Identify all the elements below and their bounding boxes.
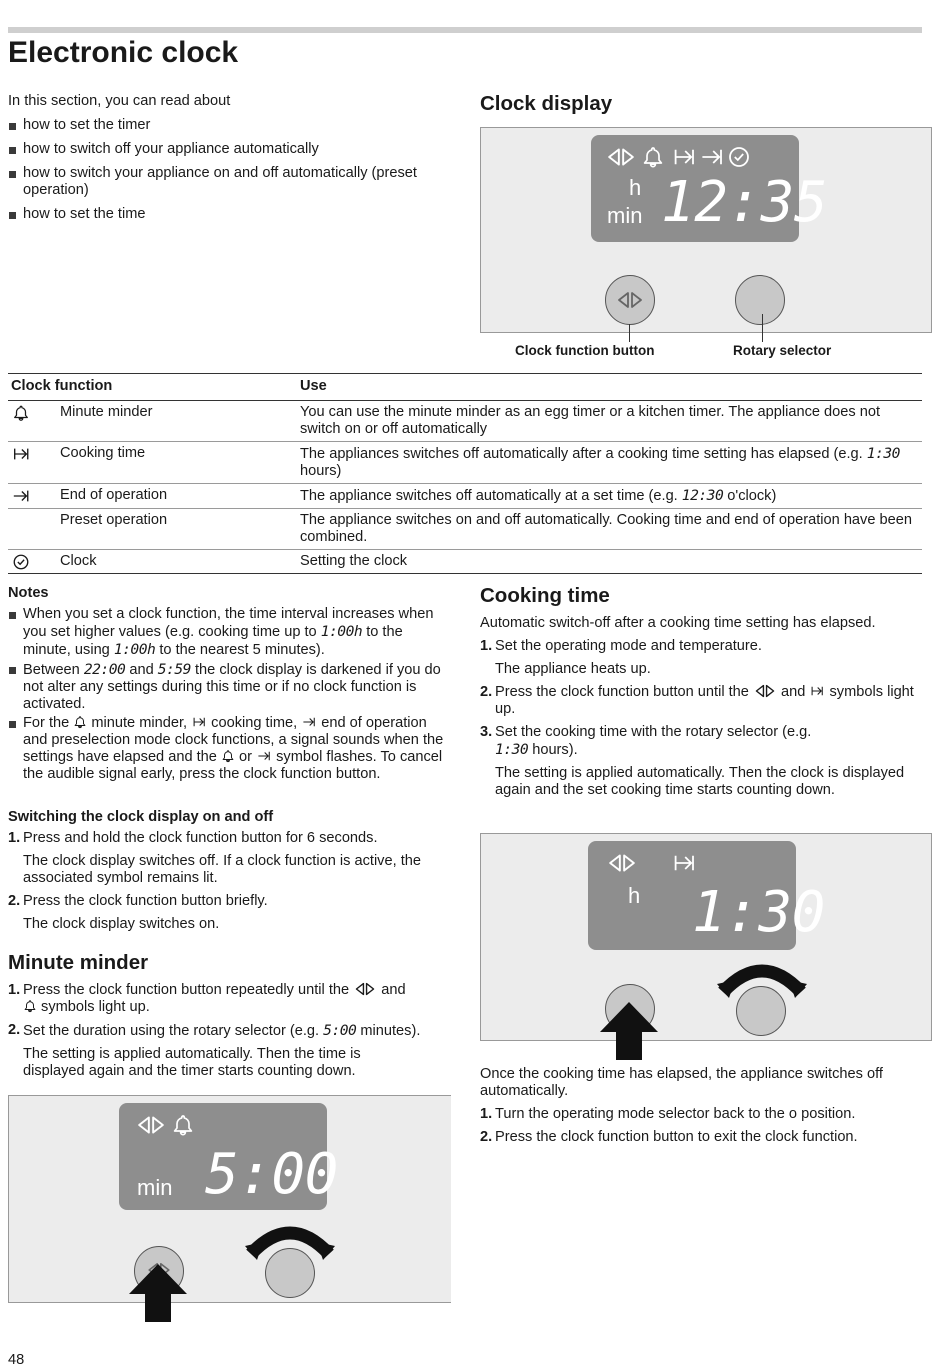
function-name: End of operation <box>60 487 168 503</box>
step-2: 2. Press the clock function button until the and symbols light up. <box>480 684 914 717</box>
step-2: 2. Set the duration using the rotary selector (e.g. 5:00 minutes). <box>8 1022 421 1039</box>
top-rule <box>8 27 922 33</box>
list-item: When you set a clock function, the time interval increases when you set higher values (e.g. cooking time up to 1:00h to the minute, using 1:00h to the nearest 5 minutes). <box>8 606 448 659</box>
step-1: 1. Press the clock function button repeatedly until the and symbols light up. <box>8 982 406 1015</box>
clock-function-button[interactable] <box>605 275 655 325</box>
clock-function-arrows-icon <box>137 1115 165 1135</box>
switching-section <box>8 809 448 933</box>
bell-icon <box>171 1113 195 1137</box>
step-1: 1. Turn the operating mode selector back to the o position. <box>480 1106 856 1122</box>
clock-icon <box>727 145 751 169</box>
bell-icon <box>641 145 665 169</box>
intro-lead: In this section, you can read about <box>8 93 231 109</box>
end-of-operation-icon <box>700 145 724 169</box>
notes-heading: Notes <box>8 585 49 601</box>
function-use: The appliance switches off automatically at a set time (e.g. 12:30 o'clock) <box>300 487 777 504</box>
list-item: how to switch off your appliance automatically <box>8 141 448 158</box>
unit-minutes: min <box>607 203 643 228</box>
clock-function-arrows-icon <box>608 853 636 873</box>
function-use: You can use the minute minder as an egg timer or a kitchen timer. The appliance does not switch on or off automatically <box>300 404 881 437</box>
column-header-use: Use <box>300 378 327 394</box>
clock-time-readout: 12:35 <box>661 170 828 235</box>
step-1: 1. Set the operating mode and temperature. <box>480 638 762 654</box>
clock-function-arrows-icon <box>753 684 777 698</box>
table-header-row <box>8 374 922 401</box>
rotate-arrow-icon <box>717 954 807 1000</box>
notes-section <box>8 585 448 785</box>
cooking-time-icon <box>672 145 696 169</box>
switching-heading: Switching the clock display on and off <box>8 809 274 825</box>
cooking-time-icon <box>191 715 207 729</box>
list-item: how to switch your appliance on and off automatically (preset operation) <box>8 165 418 199</box>
function-use: The appliances switches off automatically after a cooking time setting has elapsed (e.g. 1:30 hours) <box>300 445 900 479</box>
function-use: Setting the clock <box>300 553 408 569</box>
bell-icon <box>73 715 87 729</box>
step-1: 1. Press and hold the clock function button for 6 seconds. <box>8 830 378 846</box>
clock-function-arrows-icon <box>607 147 635 167</box>
function-name: Minute minder <box>60 404 153 420</box>
unit-hours: h <box>628 883 641 908</box>
cooking-time-readout: 1:30 <box>692 880 825 945</box>
clock-display-heading: Clock display <box>480 92 613 115</box>
table-row <box>8 509 922 550</box>
step-3-result: The setting is applied automatically. Then the clock is displayed again and the set cooking time starts counting down. <box>495 765 905 798</box>
page-title: Electronic clock <box>8 36 239 69</box>
intro-list <box>8 117 448 223</box>
step-2-result: The clock display switches on. <box>23 916 220 932</box>
cooking-time-icon <box>11 445 31 463</box>
minute-minder-panel <box>8 1095 451 1303</box>
bell-icon <box>11 404 31 422</box>
cooking-time-icon <box>672 851 696 875</box>
step-1-result: The clock display switches off. If a clock function is active, the associated symbol remains lit. <box>23 853 421 886</box>
cooking-time-screen <box>588 841 825 950</box>
intro-section <box>8 93 448 230</box>
clock-function-arrows-icon <box>353 982 377 996</box>
list-item: For the minute minder, cooking time, end of operation and preselection mode clock functions, a signal sounds when the settings have elapsed and the or symbol flashes. To cancel the audible signal early, press the clock function button. <box>8 715 448 783</box>
table-row <box>8 550 922 574</box>
end-of-operation-icon <box>256 749 272 763</box>
press-arrow-icon <box>600 1002 658 1060</box>
clock-function-table <box>8 373 922 574</box>
bell-icon <box>221 749 235 763</box>
cooking-time-after-text: Once the cooking time has elapsed, the appliance switches off automatically. <box>480 1066 883 1099</box>
cooking-time-intro: Automatic switch-off after a cooking time setting has elapsed. <box>480 615 876 631</box>
notes-list <box>8 606 448 783</box>
cooking-time-icon <box>809 684 825 698</box>
clock-display-panel <box>480 127 932 333</box>
list-item: Between 22:00 and 5:59 the clock display is darkened if you do not alter any settings during this time or if no clock function is activated. <box>8 661 448 713</box>
step-2-result: The setting is applied automatically. Then the time is displayed again and the timer starts counting down. <box>23 1046 361 1079</box>
function-name: Cooking time <box>60 445 146 461</box>
list-item: how to set the timer <box>8 117 448 134</box>
step-1-result: The appliance heats up. <box>495 661 651 677</box>
rotary-selector[interactable] <box>735 275 785 325</box>
callout-line <box>762 314 763 342</box>
column-header-function: Clock function <box>11 378 113 394</box>
timer-readout: 5:00 <box>205 1142 338 1207</box>
unit-hours: h <box>629 175 642 200</box>
cooking-time-panel <box>480 833 932 1041</box>
clock-display-screen <box>591 135 828 242</box>
step-2: 2. Press the clock function button briefly. <box>8 893 268 909</box>
callout-line <box>629 324 630 342</box>
caption-clock-function-button: Clock function button <box>515 343 655 358</box>
caption-rotary-selector: Rotary selector <box>733 343 832 358</box>
end-of-operation-icon <box>301 715 317 729</box>
clock-function-arrows-icon <box>617 291 643 309</box>
page-number: 48 <box>8 1352 25 1368</box>
minute-minder-heading: Minute minder <box>8 951 149 974</box>
cooking-time-after <box>480 1066 925 1146</box>
list-item: how to set the time <box>8 206 448 223</box>
unit-minutes: min <box>137 1175 173 1200</box>
bell-icon <box>23 999 37 1013</box>
press-arrow-icon <box>129 1264 187 1322</box>
minute-minder-screen <box>119 1103 338 1210</box>
minute-minder-steps <box>8 982 452 1080</box>
function-name: Preset operation <box>60 512 168 528</box>
table-row <box>8 484 922 509</box>
step-2: 2. Press the clock function button to exit the clock function. <box>480 1129 858 1145</box>
step-3: 3. Set the cooking time with the rotary selector (e.g. 1:30 hours). <box>480 724 812 758</box>
end-of-operation-icon <box>11 487 31 505</box>
function-name: Clock <box>60 553 97 569</box>
rotate-arrow-icon <box>245 1216 335 1262</box>
function-use: The appliance switches on and off automatically. Cooking time and end of operation have been combined. <box>300 512 912 545</box>
table-row <box>8 442 922 484</box>
table-row <box>8 401 922 442</box>
cooking-time-heading: Cooking time <box>480 584 610 607</box>
clock-icon <box>11 553 31 571</box>
cooking-time-steps <box>480 615 925 799</box>
